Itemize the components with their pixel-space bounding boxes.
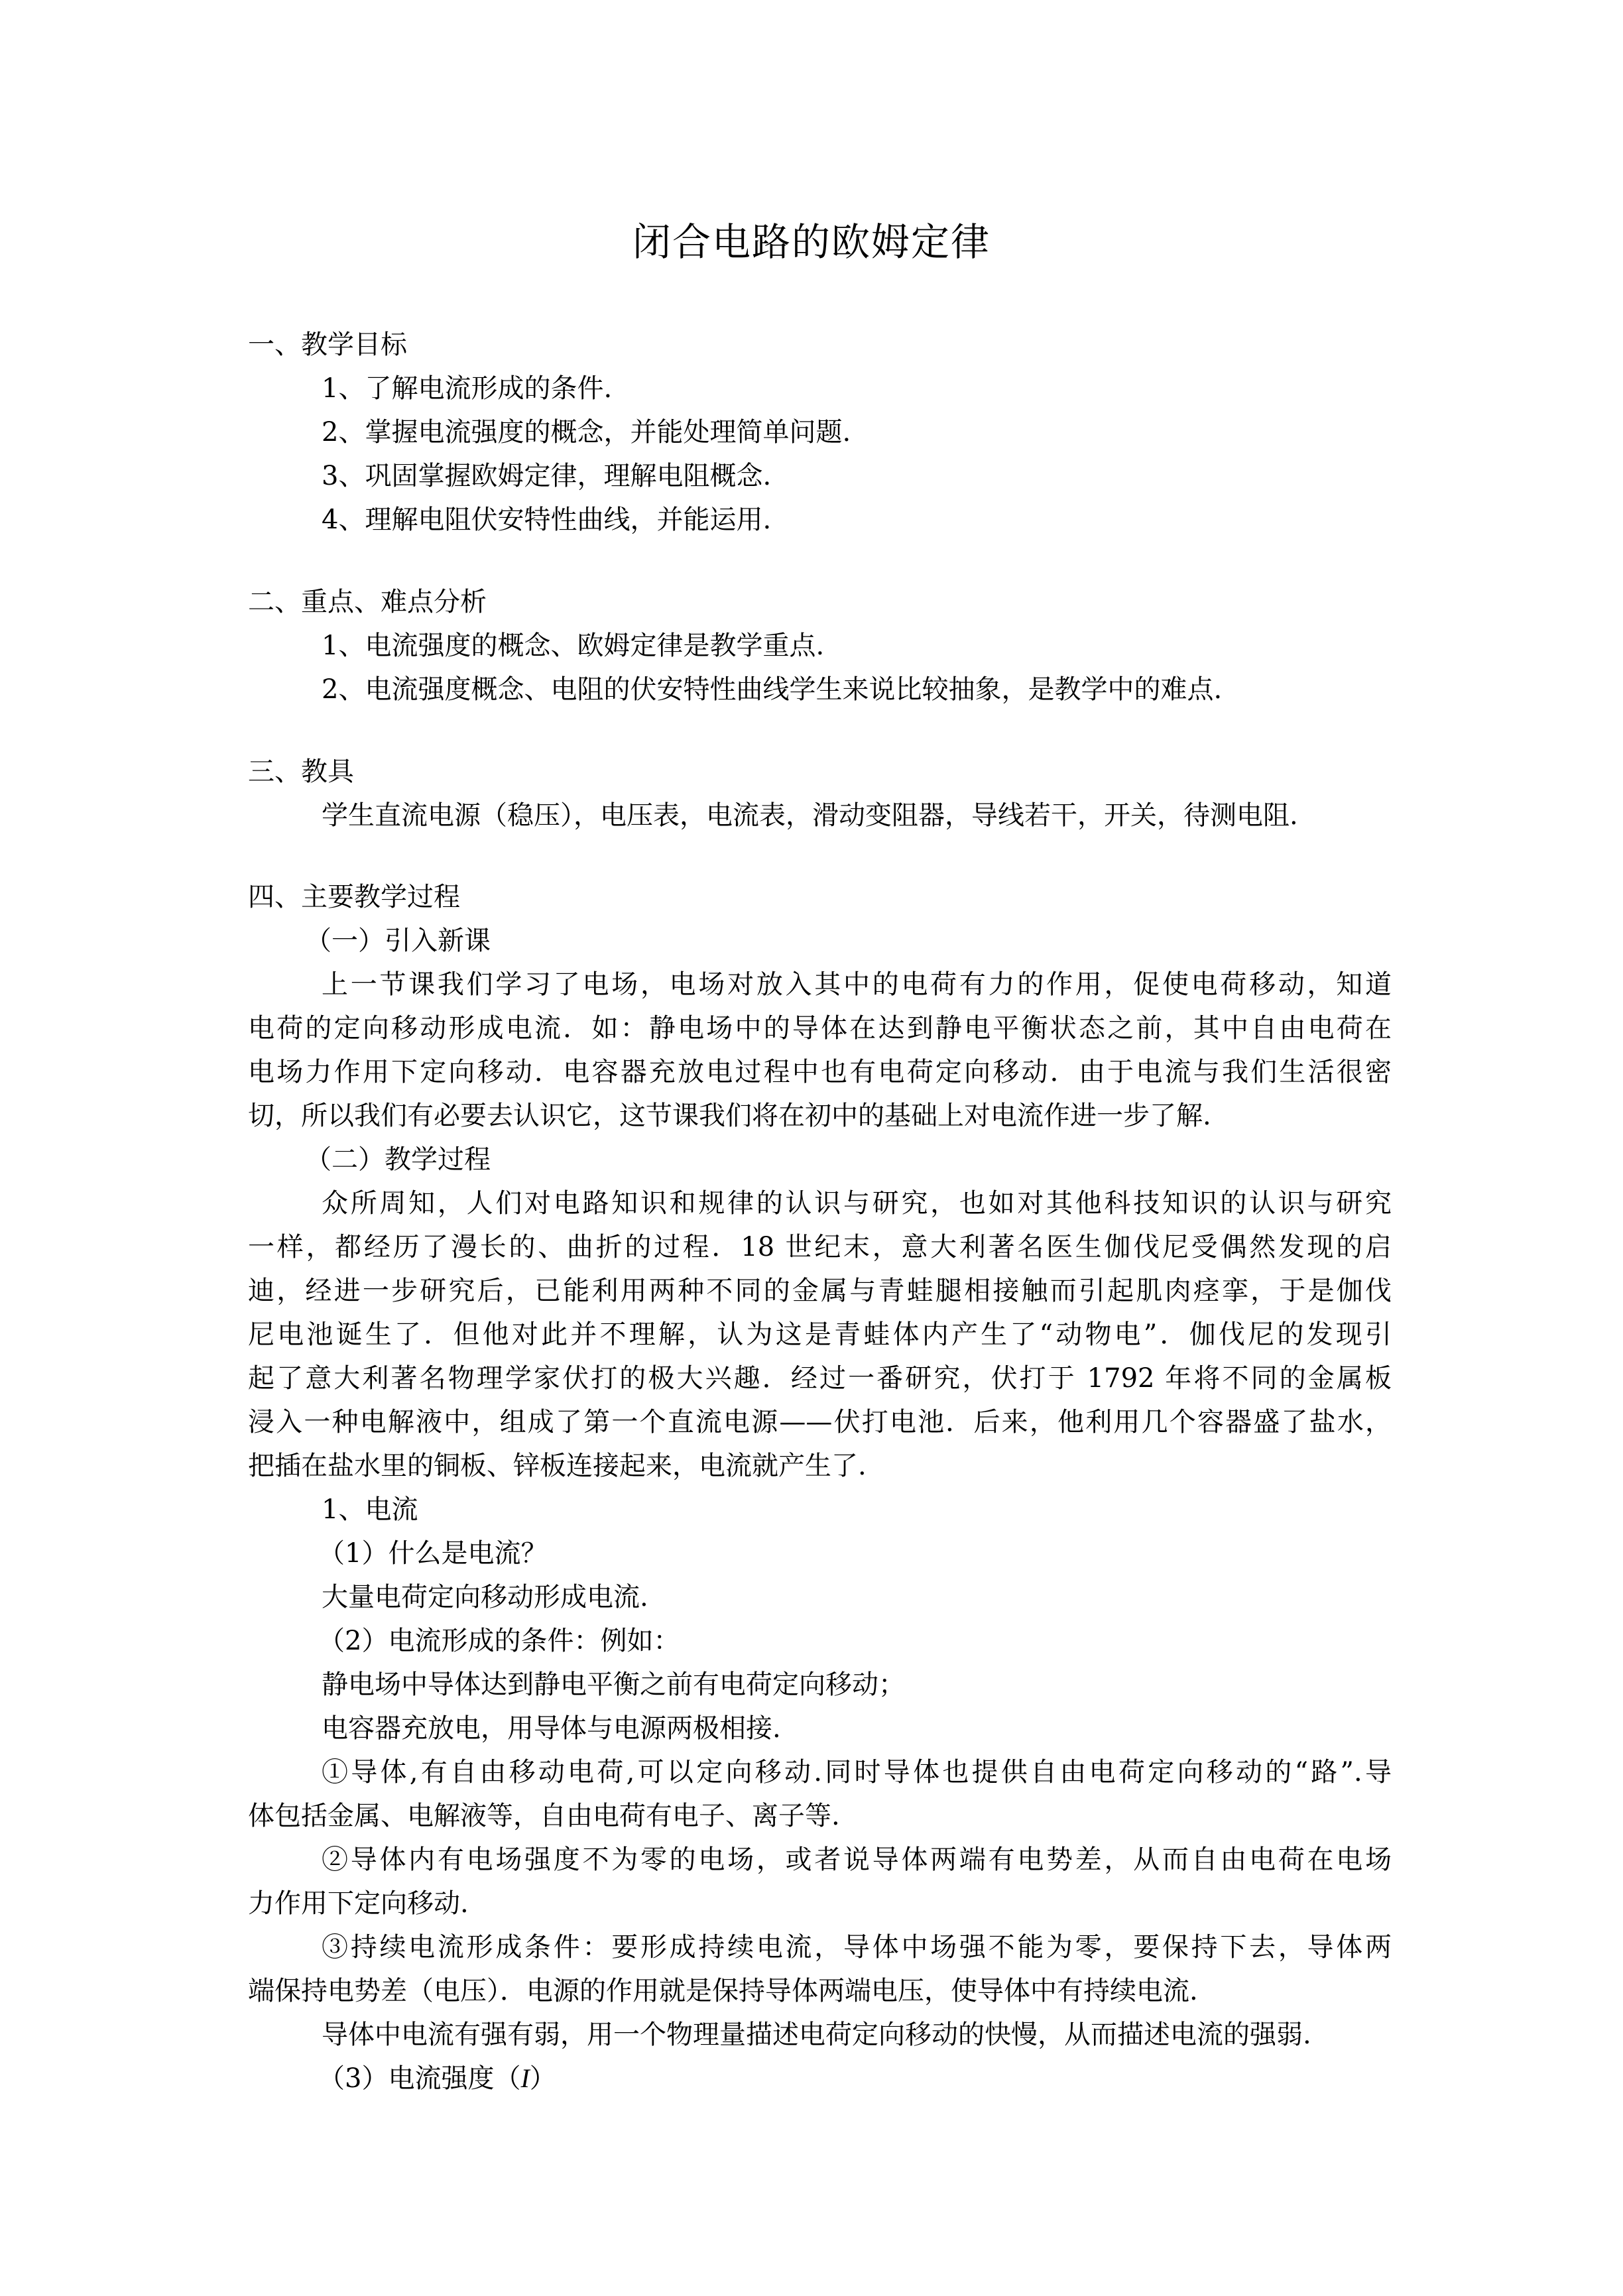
paragraph-line: 切，所以我们有必要去认识它，这节课我们将在初中的基础上对电流作进一步了解. (248, 1101, 1211, 1131)
example-text: 静电场中导体达到静电平衡之前有电荷定向移动； (322, 1669, 905, 1700)
condition-line: 体包括金属、电解液等，自由电荷有电子、离子等. (248, 1801, 840, 1831)
question-what-is-current: （1）什么是电流？ (318, 1538, 548, 1569)
objective-item: 1、了解电流形成的条件. (322, 373, 613, 404)
subheading-current: 1、电流 (322, 1494, 418, 1525)
condition-line: ②导体内有电场强度不为零的电场，或者说导体两端有电势差，从而自由电荷在电场 (322, 1844, 1392, 1875)
objective-item: 3、巩固掌握欧姆定律，理解电阻概念. (322, 461, 772, 491)
current-symbol: I (520, 2063, 530, 2093)
paragraph-line: 浸入一种电解液中，组成了第一个直流电源——伏打电池．后来，他利用几个容器盛了盐水， (248, 1407, 1392, 1437)
answer-text: 大量电荷定向移动形成电流. (322, 1582, 648, 1612)
paragraph-line: 上一节课我们学习了电场，电场对放入其中的电荷有力的作用，促使电荷移动，知道 (322, 969, 1392, 1000)
objective-item: 4、理解电阻伏安特性曲线，并能运用. (322, 505, 772, 535)
subsection-heading-process: （二）教学过程 (305, 1144, 491, 1175)
paragraph-line: 电荷的定向移动形成电流．如：静电场中的导体在达到静电平衡状态之前，其中自由电荷在 (248, 1013, 1392, 1044)
subsection-heading-intro: （一）引入新课 (305, 926, 491, 956)
section-heading-objectives: 一、教学目标 (248, 330, 407, 360)
paragraph-line: 迪，经进一步研究后，已能利用两种不同的金属与青蛙腿相接触而引起肌肉痉挛，于是伽伐 (248, 1276, 1392, 1306)
objective-item: 2、掌握电流强度的概念，并能处理简单问题. (322, 417, 851, 448)
key-point-item: 1、电流强度的概念、欧姆定律是教学重点. (322, 631, 825, 661)
paragraph-line: 一样，都经历了漫长的、曲折的过程．18 世纪末，意大利著名医生伽伐尼受偶然发现的启 (248, 1232, 1392, 1262)
paragraph-line: 尼电池诞生了．但他对此并不理解，认为这是青蛙体内产生了“动物电”．伽伐尼的发现引 (248, 1319, 1392, 1350)
question-suffix: ） (529, 2063, 556, 2094)
paragraph-line: 电场力作用下定向移动．电容器充放电过程中也有电荷定向移动．由于电流与我们生活很密 (248, 1057, 1392, 1087)
paragraph-line: 众所周知，人们对电路知识和规律的认识与研究，也如对其他科技知识的认识与研究 (322, 1188, 1392, 1219)
condition-line: ③持续电流形成条件：要形成持续电流，导体中场强不能为零，要保持下去，导体两 (322, 1932, 1392, 1963)
condition-line: 端保持电势差（电压）．电源的作用就是保持导体两端电压，使导体中有持续电流. (248, 1976, 1198, 2006)
question-current-intensity (318, 2065, 556, 2092)
example-text: 电容器充放电，用导体与电源两极相接. (322, 1713, 781, 1744)
page-title: 闭合电路的欧姆定律 (632, 219, 991, 265)
section-heading-equipment: 三、教具 (248, 756, 354, 787)
summary-text: 导体中电流有强有弱，用一个物理量描述电荷定向移动的快慢，从而描述电流的强弱. (322, 2020, 1311, 2050)
key-point-item: 2、电流强度概念、电阻的伏安特性曲线学生来说比较抽象，是教学中的难点. (322, 674, 1223, 705)
section-heading-key-points: 二、重点、难点分析 (248, 587, 487, 617)
question-conditions: （2）电流形成的条件：例如： (318, 1626, 680, 1656)
question-prefix: （3）电流强度（ (318, 2063, 521, 2094)
section-heading-process: 四、主要教学过程 (248, 882, 460, 912)
condition-line: 力作用下定向移动. (248, 1888, 469, 1919)
paragraph-line: 起了意大利著名物理学家伏打的极大兴趣．经过一番研究，伏打于 1792 年将不同的金属板 (248, 1363, 1392, 1394)
paragraph-line: 把插在盐水里的铜板、锌板连接起来，电流就产生了. (248, 1451, 867, 1481)
condition-line: ①导体,有自由移动电荷,可以定向移动.同时导体也提供自由电荷定向移动的“路”.导 (322, 1757, 1392, 1787)
equipment-text: 学生直流电源（稳压），电压表，电流表，滑动变阻器，导线若干，开关，待测电阻. (322, 800, 1298, 831)
